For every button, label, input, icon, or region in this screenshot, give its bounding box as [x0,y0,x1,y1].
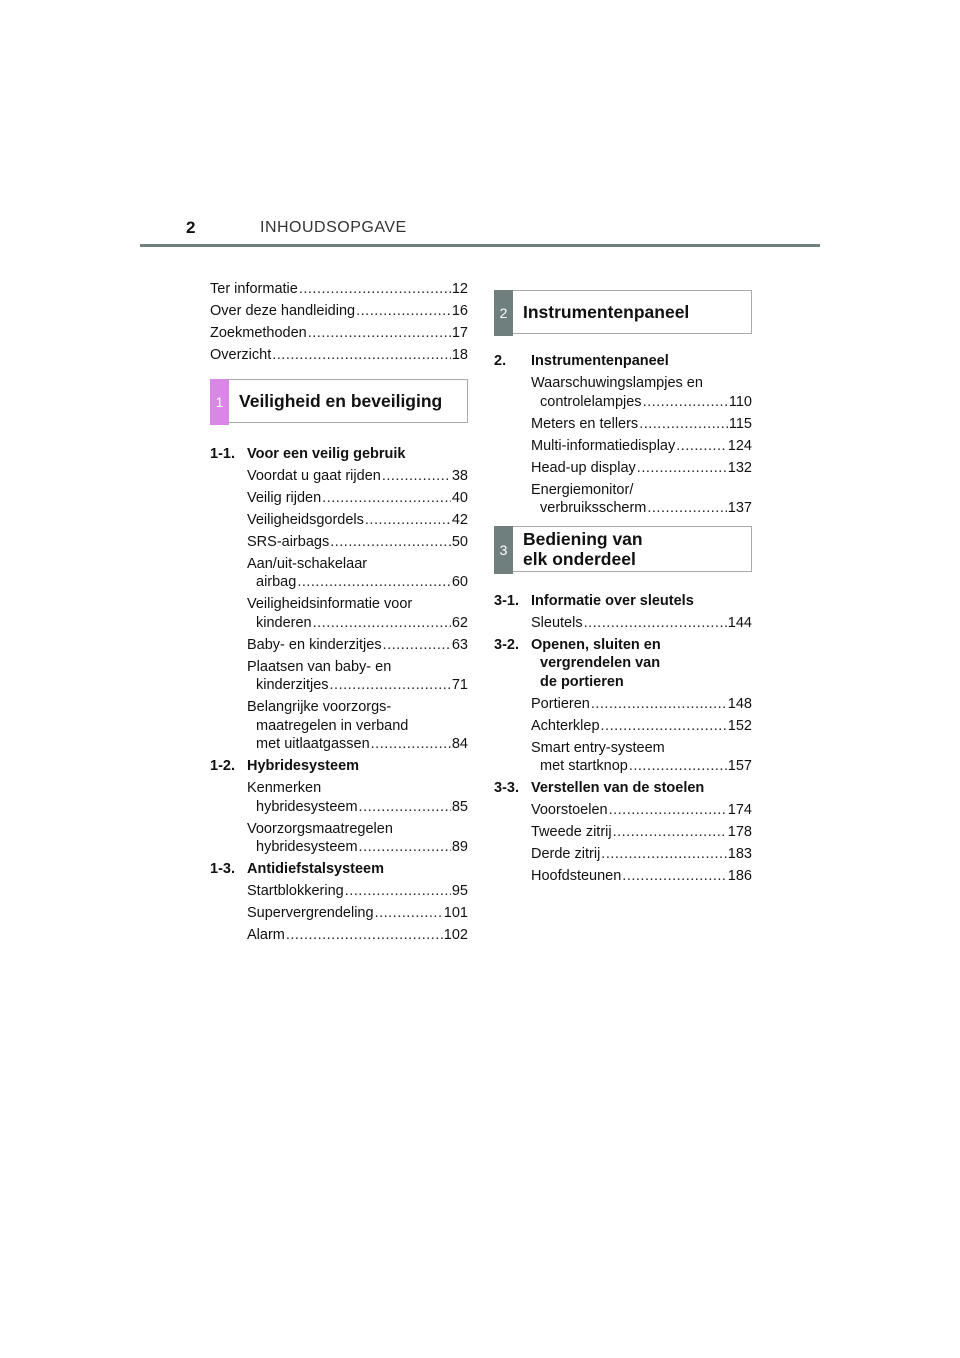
toc-entry[interactable]: Voorstoelen ..... 174 [494,801,752,820]
toc-right-column [494,280,752,889]
toc-entry[interactable]: Veilig rijden ..... 40 [210,489,468,508]
toc-entry[interactable]: Veiligheidsgordels ..... 42 [210,511,468,530]
toc-entry[interactable]: Tweede zitrij ..... 178 [494,823,752,842]
toc-entry[interactable]: Baby- en kinderzitjes ..... 63 [210,636,468,655]
toc-entry-overzicht[interactable]: Overzicht ..... 18 [210,346,468,365]
chapter-2-tab: 2 [494,290,513,336]
toc-entry-over-deze-handleiding[interactable]: Over deze handleiding ..... 16 [210,302,468,321]
chapter-2-heading[interactable] [494,290,752,334]
toc-entry[interactable]: Belangrijke voorzorgs- maatregelen in verband met uitlaatgassen ..... 84 [210,698,468,754]
toc-entry[interactable]: Voorzorgsmaatregelen hybridesysteem ..... 89 [210,820,468,857]
toc-entry[interactable]: Energiemonitor/ verbruiksscherm ..... 137 [494,481,752,518]
toc-entry[interactable]: Alarm ..... 102 [210,926,468,945]
chapter-2-title: Instrumentenpaneel [523,302,690,322]
section-3-1-heading[interactable]: 3-1. Informatie over sleutels [494,592,694,609]
toc-entry[interactable]: Startblokkering ..... 95 [210,882,468,901]
section-3-3-heading[interactable]: 3-3. Verstellen van de stoelen [494,780,705,796]
toc-entry[interactable]: Aan/uit-schakelaar airbag ..... 60 [210,555,468,592]
toc-entry[interactable]: Portieren ..... 148 [494,695,752,714]
chapter-1-heading[interactable] [210,379,468,423]
section-2-heading[interactable]: 2. Instrumentenpaneel [494,353,669,369]
toc-entry[interactable]: Sleutels ..... 144 [494,614,752,633]
toc-entry[interactable]: Waarschuwingslampjes en controlelampjes ..... 110 [494,374,752,411]
toc-entry[interactable]: Hoofdsteunen ..... 186 [494,867,752,886]
section-1-1-heading[interactable]: 1-1. Voor een veilig gebruik [210,445,406,462]
toc-entry[interactable]: Kenmerken hybridesysteem ..... 85 [210,779,468,816]
toc-entry[interactable]: Smart entry-systeem met startknop ..... 157 [494,739,752,776]
toc-entry[interactable]: Voordat u gaat rijden ..... 38 [210,467,468,486]
section-1-2-heading[interactable]: 1-2. Hybridesysteem [210,758,360,774]
chapter-3-title: Bediening van elk onderdeel [523,528,643,569]
toc-entry[interactable]: Supervergrendeling ..... 101 [210,904,468,923]
page-header [140,214,820,250]
toc-entry[interactable]: SRS-airbags ..... 50 [210,533,468,552]
toc-entry-zoekmethoden[interactable]: Zoekmethoden ..... 17 [210,324,468,343]
toc-entry[interactable]: Head-up display ..... 132 [494,459,752,478]
toc-entry[interactable]: Multi-informatiedisplay ..... 124 [494,437,752,456]
section-1-3-heading[interactable]: 1-3. Antidiefstalsysteem [210,861,384,877]
header-rule [140,244,820,247]
toc-entry[interactable]: Derde zitrij ..... 183 [494,845,752,864]
toc-entry[interactable]: Plaatsen van baby- en kinderzitjes ..... 71 [210,658,468,695]
chapter-3-tab: 3 [494,526,513,574]
chapter-3-heading[interactable] [494,526,752,572]
toc-entry[interactable]: Achterklep ..... 152 [494,717,752,736]
page-title: INHOUDSOPGAVE [260,219,407,236]
page-number: 2 [186,218,196,237]
toc-left-column [210,280,468,948]
section-3-2-heading[interactable]: 3-2. Openen, sluiten en vergrendelen van de portieren [494,636,661,690]
chapter-1-tab: 1 [210,379,229,425]
toc-entry-ter-informatie[interactable]: Ter informatie ..... 12 [210,280,468,299]
toc-entry[interactable]: Veiligheidsinformatie voor kinderen ..... 62 [210,595,468,632]
toc-entry[interactable]: Meters en tellers ..... 115 [494,415,752,434]
chapter-1-title: Veiligheid en beveiliging [239,390,443,411]
